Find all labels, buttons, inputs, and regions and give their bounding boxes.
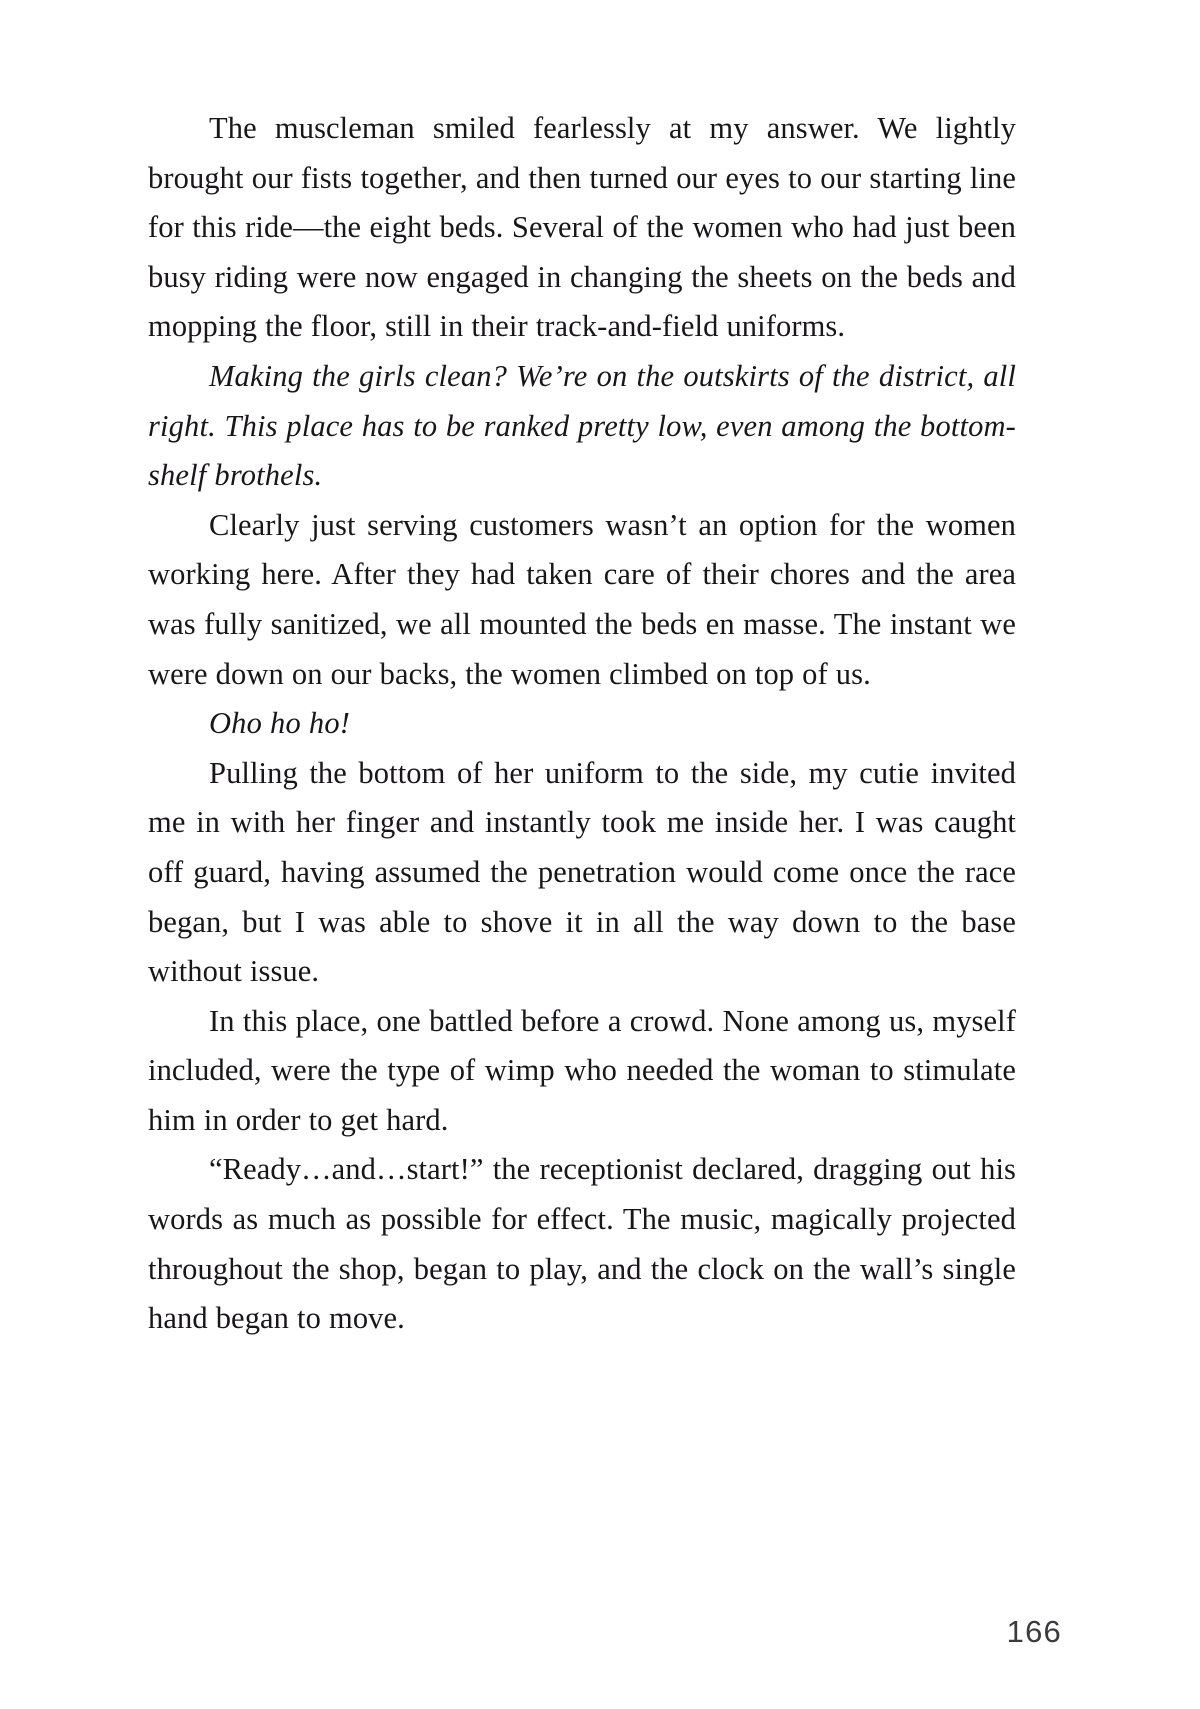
paragraph-3: Clearly just serving customers wasn’t an option for the women working here. After they had taken care of their chores and the area was fully sanitized, we all mounted the beds en masse. The instant we were down on our backs, the women climbed on top of us. bbox=[148, 507, 1016, 691]
paragraph-2-inner-monologue: Making the girls clean? We’re on the outskirts of the district, all right. This place has to be ranked pretty low, even among the bottom-shelf brothels. bbox=[148, 358, 1016, 493]
body-text-column bbox=[148, 104, 1016, 1344]
page-number: 166 bbox=[1006, 1614, 1062, 1649]
paragraph-1: The muscleman smiled fearlessly at my answer. We lightly brought our fists together, and then turned our eyes to our starting line for this ride—the eight beds. Several of the women who had just been busy riding were now engaged in changing the sheets on the beds and mopping the floor, still in their track-and-field uniforms. bbox=[148, 111, 1016, 344]
paragraph-6: In this place, one battled before a crowd. None among us, myself included, were the type of wimp who needed the woman to stimulate him in order to get hard. bbox=[148, 1003, 1016, 1137]
paragraph-7-dialogue: “Ready…and…start!” the receptionist declared, dragging out his words as much as possible for effect. The music, magically projected throughout the shop, began to play, and the clock on the wall’s single hand began to move. bbox=[148, 1152, 1016, 1336]
paragraph-4-laugh: Oho ho ho! bbox=[209, 706, 351, 741]
paragraph-5: Pulling the bottom of her uniform to the side, my cutie invited me in with her finger and instantly took me inside her. I was caught off guard, having assumed the penetration would come once the race began, but I was able to shove it in all the way down to the base without issue. bbox=[148, 755, 1016, 989]
